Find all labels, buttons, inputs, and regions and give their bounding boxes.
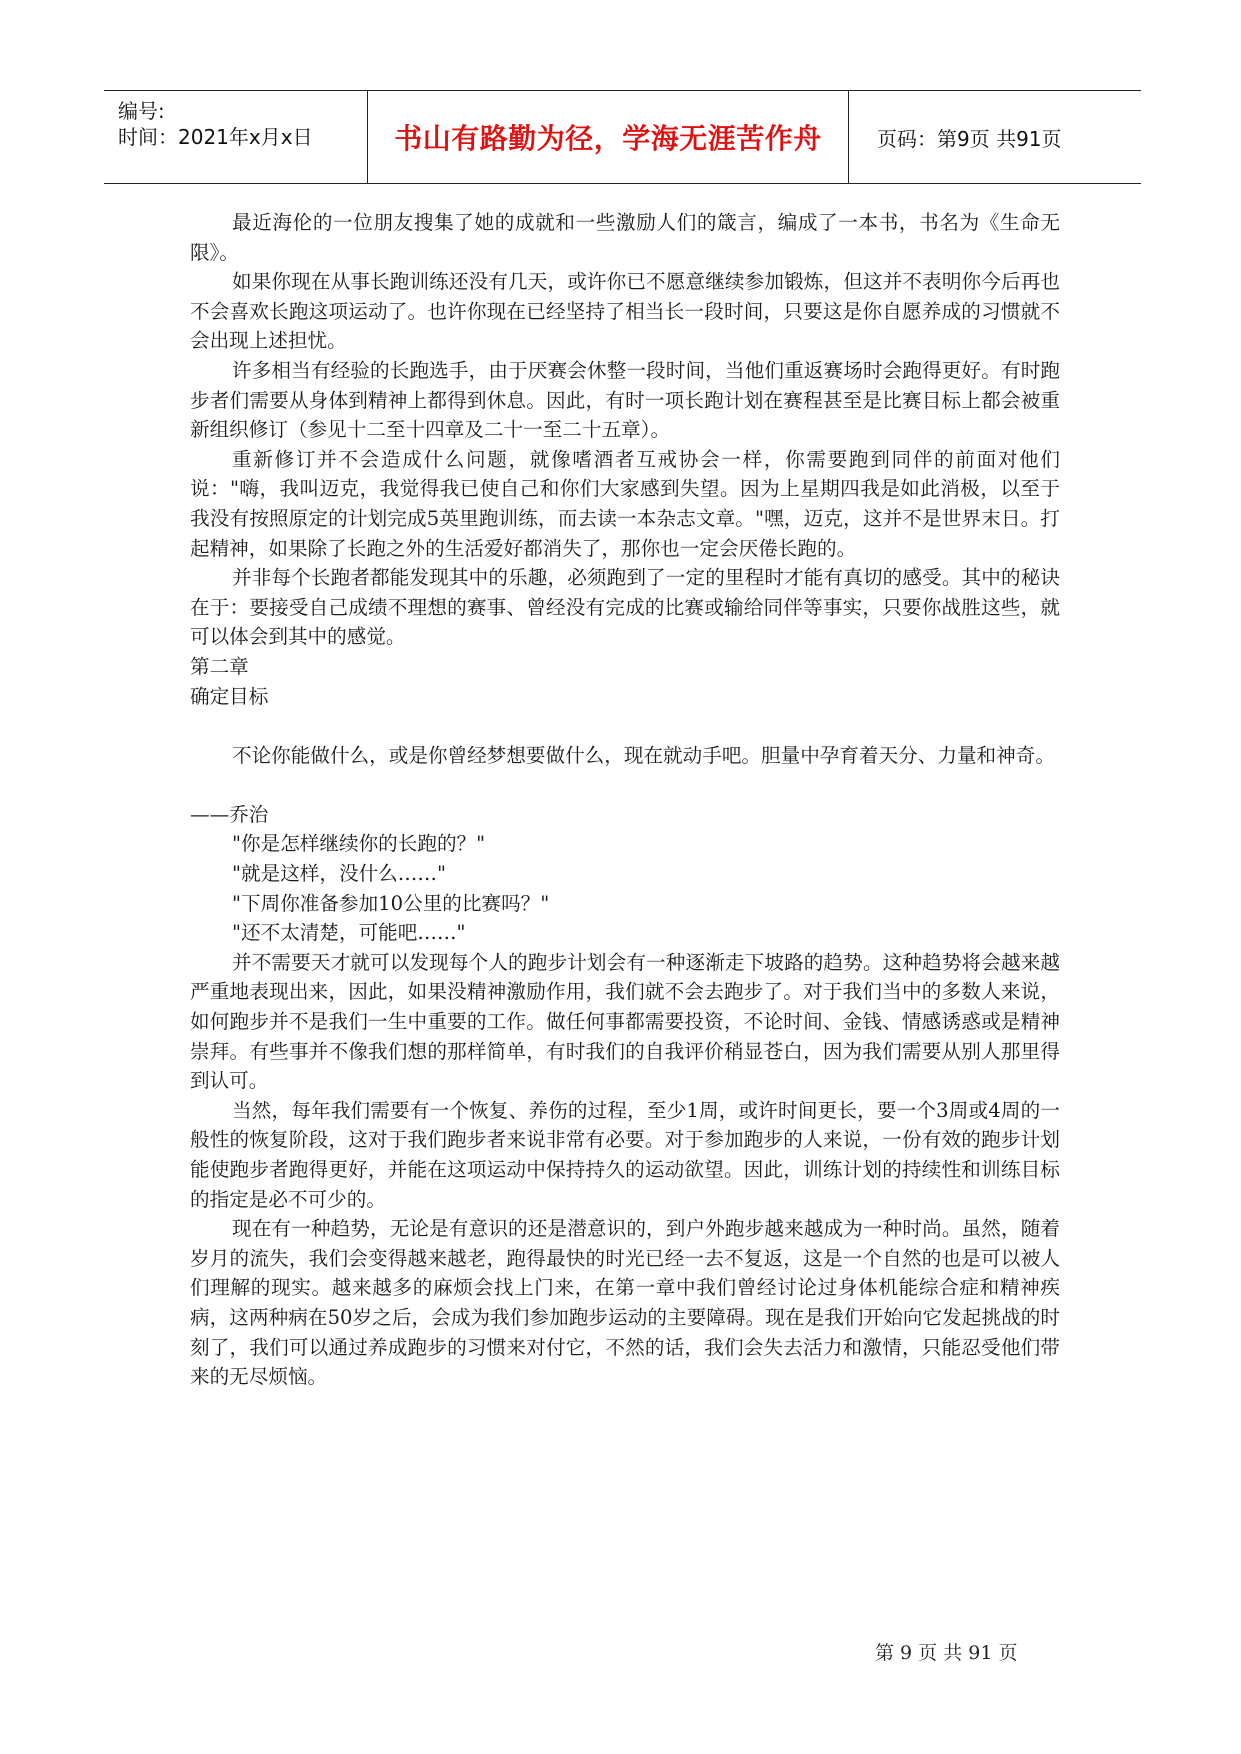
header-page-cell [849, 91, 1141, 183]
chapter-title: 确定目标 [190, 684, 269, 708]
epigraph-author: ——乔治 [190, 802, 269, 826]
paragraph: 并不需要天才就可以发现每个人的跑步计划会有一种逐渐走下坡路的趋势。这种趋势将会越来越严重地表现出来，因此，如果没精神激励作用，我们就不会去跑步了。对于我们当中的多数人来说，如何跑步并不是我们一生中重要的工作。做任何事都需要投资，不论时间、金钱、情感诱惑或是精神崇拜。有些事并不像我们想的那样简单，有时我们的自我评价稍显苍白，因为我们需要从别人那里得到认可。 [190, 950, 1060, 1093]
blank-line [190, 711, 1060, 741]
serial-number-label: 编号: [118, 99, 165, 123]
epigraph-quote: 不论你能做什么，或是你曾经梦想要做什么，现在就动手吧。胆量中孕育着天分、力量和神奇。 [232, 743, 1055, 767]
paragraph: 重新修订并不会造成什么问题，就像嗜酒者互戒协会一样，你需要跑到同伴的前面对他们说："嗨，我叫迈克，我觉得我已使自己和你们大家感到失望。因为上星期四我是如此消极，以至于我没有按照原定的计划完成5英里跑训练，而去读一本杂志文章。"嘿，迈克，这并不是世界末日。打起精神，如果除了长跑之外的生活爱好都消失了，那你也一定会厌倦长跑的。 [190, 447, 1060, 560]
header-motto-cell [368, 91, 849, 183]
dialogue-line: "就是这样，没什么……" [232, 862, 446, 886]
time-label: 时间：2021年x月x日 [118, 125, 313, 149]
paragraph: 许多相当有经验的长跑选手，由于厌赛会休整一段时间，当他们重返赛场时会跑得更好。有时跑步者们需要从身体到精神上都得到休息。因此，有时一项长跑计划在赛程甚至是比赛目标上都会被重新组织修订（参见十二至十四章及二十一至二十五章）。 [190, 358, 1060, 442]
page-footer-number: 第 9 页 共 91 页 [875, 1642, 1018, 1664]
page-header [104, 90, 1141, 184]
paragraph: 当然，每年我们需要有一个恢复、养伤的过程，至少1周，或许时间更长，要一个3周或4周的一般性的恢复阶段，这对于我们跑步者来说非常有必要。对于参加跑步的人来说，一份有效的跑步计划能使跑步者跑得更好，并能在这项运动中保持持久的运动欲望。因此，训练计划的持续性和训练目标的指定是必不可少的。 [190, 1098, 1060, 1211]
document-body [190, 208, 1060, 1392]
dialogue-line: "还不太清楚，可能吧……" [232, 921, 466, 945]
page-code-label: 页码：第9页 共91页 [877, 127, 1062, 151]
dialogue-line: "下周你准备参加10公里的比赛吗？" [232, 891, 550, 915]
dialogue-line: "你是怎样继续你的长跑的？" [232, 832, 486, 856]
paragraph: 如果你现在从事长跑训练还没有几天，或许你已不愿意继续参加锻炼，但这并不表明你今后再也不会喜欢长跑这项运动了。也许你现在已经坚持了相当长一段时间，只要这是你自愿养成的习惯就不会出现上述担忧。 [190, 270, 1060, 353]
paragraph: 最近海伦的一位朋友搜集了她的成就和一些激励人们的箴言，编成了一本书，书名为《生命无限》。 [190, 211, 1060, 264]
paragraph: 现在有一种趋势，无论是有意识的还是潜意识的，到户外跑步越来越成为一种时尚。虽然，随着岁月的流失，我们会变得越来越老，跑得最快的时光已经一去不复返，这是一个自然的也是可以被人们理解的现实。越来越多的麻烦会找上门来，在第一章中我们曾经讨论过身体机能综合症和精神疾病，这两种病在50岁之后，会成为我们参加跑步运动的主要障碍。现在是我们开始向它发起挑战的时刻了，我们可以通过养成跑步的习惯来对付它，不然的话，我们会失去活力和激情，只能忍受他们带来的无尽烦恼。 [190, 1217, 1060, 1389]
paragraph: 并非每个长跑者都能发现其中的乐趣，必须跑到了一定的里程时才能有真切的感受。其中的秘诀在于：要接受自己成绩不理想的赛事、曾经没有完成的比赛或输给同伴等事实，只要你战胜这些，就可以体会到其中的感觉。 [190, 566, 1060, 649]
blank-line [190, 770, 1060, 800]
motto-text: 书山有路勤为径，学海无涯苦作舟 [394, 122, 822, 155]
chapter-number: 第二章 [190, 654, 249, 678]
header-info-cell [104, 91, 368, 183]
